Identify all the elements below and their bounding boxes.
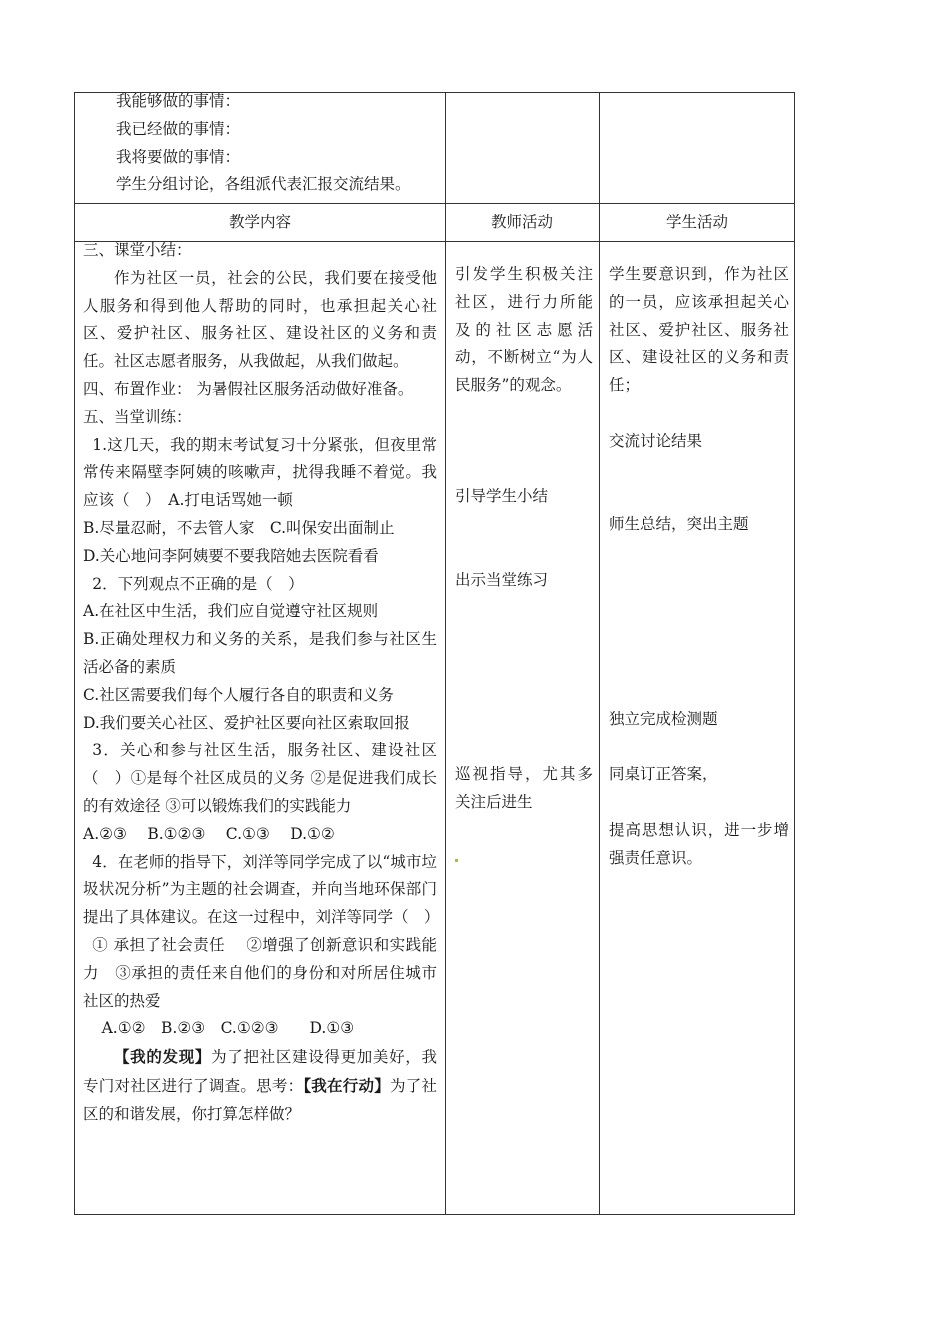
header-student-activity: 学生活动 <box>665 213 728 231</box>
header-teacher-activity: 教师活动 <box>490 213 553 231</box>
question-3: 3．关心和参与社区生活，服务社区、建设社区（ ）①是每个社区成员的义务 ②是促进我们成长的有效途径 ③可以锻炼我们的实践能力 <box>83 741 437 815</box>
action-text: 为了社区的和谐发展，你打算怎样做？ <box>83 1076 437 1123</box>
spacer <box>609 734 789 762</box>
spacer <box>609 456 789 484</box>
spacer <box>609 400 789 428</box>
student-activity-4: 独立完成检测题 <box>609 709 718 728</box>
spacer <box>609 650 789 706</box>
question-2-option-d: D.我们要关心社区、爱护社区要向社区索取回报 <box>83 713 410 732</box>
spacer <box>609 595 789 651</box>
student-activity-2: 交流讨论结果 <box>609 431 703 450</box>
lesson-plan-table <box>74 92 795 1215</box>
student-activity-3: 师生总结，突出主题 <box>609 515 749 534</box>
spacer <box>609 483 789 511</box>
text-line: 我将要做的事情： <box>116 147 241 166</box>
question-2: 2．下列观点不正确的是（ ） <box>92 574 304 593</box>
teaching-content-cell <box>83 237 440 1129</box>
teacher-activity-cell <box>455 261 593 817</box>
question-4-options: A.①② B.②③ C.①②③ D.①③ <box>101 1019 355 1038</box>
practice-title: 五、当堂训练： <box>83 407 192 426</box>
student-activity-6: 提高思想认识，进一步增强责任意识。 <box>609 820 789 867</box>
spacer <box>455 456 593 484</box>
top-content-cell <box>85 88 437 199</box>
question-4: 4．在老师的指导下，刘洋等同学完成了以“城市垃圾状况分析”为主题的社会调查，并向当地环保部门提出了具体建议。在这一过程中，刘洋等同学（ ） <box>83 852 440 927</box>
student-activity-cell <box>609 261 789 873</box>
column-divider-2 <box>599 93 600 1214</box>
question-1-option-bc: B.尽量忍耐，不去管人家 C.叫保安出面制止 <box>83 518 395 537</box>
question-4-statements: ① 承担了社会责任 ②增强了创新意识和实践能力 ③承担的责任来自他们的身份和对所居住城市社区的热爱 <box>83 935 437 1010</box>
text-line: 学生分组讨论，各组派代表汇报交流结果。 <box>116 175 411 194</box>
summary-title: 三、课堂小结： <box>83 241 192 259</box>
spacer <box>455 511 593 567</box>
student-activity-1: 学生要意识到，作为社区的一员，应该承担起关心社区、爱护社区、服务社区、建设社区的义务和责任； <box>609 265 789 395</box>
discovery-label: 【我的发现】 <box>114 1047 212 1067</box>
homework: 四、布置作业： 为暑假社区服务活动做好准备。 <box>83 379 414 398</box>
question-1: 1.这几天，我的期末考试复习十分紧张，但夜里常常传来隔壁李阿姨的咳嗽声，扰得我睡不着觉。我应该（ ） A.打电话骂她一顿 <box>83 435 437 510</box>
question-2-option-b: B.正确处理权力和义务的关系，是我们参与社区生活必备的素质 <box>83 630 437 676</box>
discovery-text: 为了把社区建设得更加美好，我专门对社区进行了调查。思考： <box>83 1048 437 1095</box>
spacer <box>455 650 593 706</box>
teacher-activity-1: 引发学生积极关注社区，进行力所能及的社区志愿活动，不断树立“为人民服务”的观念。 <box>455 265 593 395</box>
header-teaching-content: 教学内容 <box>228 213 291 231</box>
question-3-options: A.②③ B.①②③ C.①③ D.①② <box>83 824 335 843</box>
spacer <box>455 706 593 762</box>
text-line: 我能够做的事情： <box>116 92 241 110</box>
text-line: 我已经做的事情： <box>116 119 241 138</box>
spacer <box>455 595 593 651</box>
question-2-option-a: A.在社区中生活，我们应自觉遵守社区规则 <box>83 602 379 621</box>
teacher-activity-3: 出示当堂练习 <box>455 570 549 589</box>
column-divider-1 <box>445 93 446 1214</box>
teacher-activity-4: 巡视指导，尤其多关注后进生 <box>455 765 593 812</box>
summary-body: 作为社区一员，社会的公民，我们要在接受他人服务和得到他人帮助的同时，也承担起关心社区、爱护社区、服务社区、建设社区的义务和责任。社区志愿者服务，从我做起，从我们做起。 <box>83 268 437 371</box>
spacer <box>609 789 789 817</box>
spacer <box>455 400 593 456</box>
question-1-option-d: D.关心地问李阿姨要不要我陪她去医院看看 <box>83 546 379 565</box>
question-2-option-c: C.社区需要我们每个人履行各自的职责和义务 <box>83 685 394 704</box>
discovery-paragraph <box>83 1043 437 1128</box>
action-label: 【我在行动】 <box>303 1075 390 1095</box>
stray-mark <box>455 859 458 862</box>
spacer <box>609 539 789 595</box>
student-activity-5: 同桌订正答案， <box>609 765 718 784</box>
teacher-activity-2: 引导学生小结 <box>455 487 549 506</box>
